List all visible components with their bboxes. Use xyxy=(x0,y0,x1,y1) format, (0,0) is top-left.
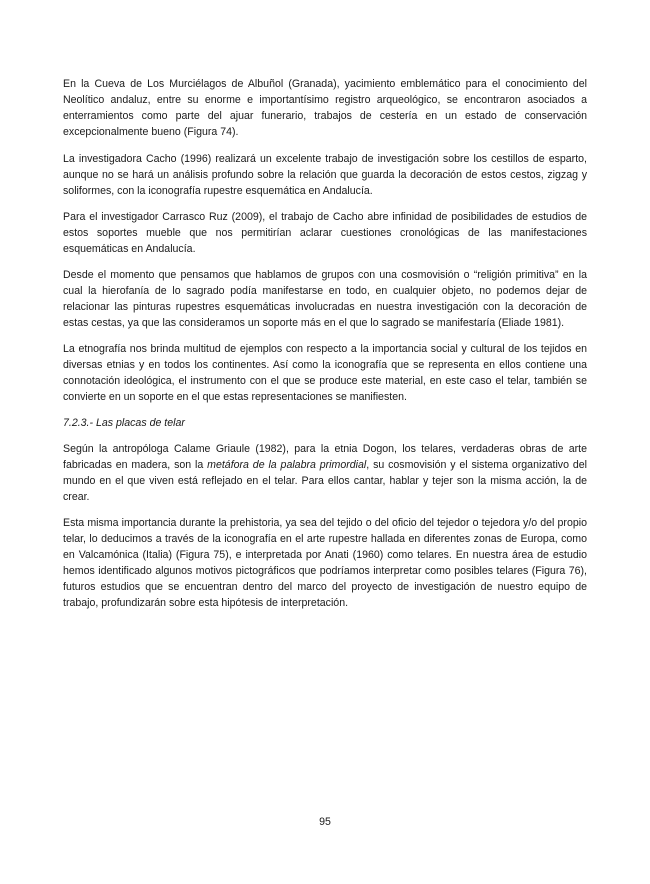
paragraph-murcielagos: En la Cueva de Los Murciélagos de Albuñol (Granada), yacimiento emblemático para el conocimiento del Neolítico andaluz, entre su enorme e importantísimo registro arqueológico, se encontraron asociados a enterramientos como parte del ajuar funerario, trabajos de cestería en un estado de conservación excepcionalmente bueno (Figura 74). xyxy=(63,78,587,138)
paragraph-hierofania: Desde el momento que pensamos que hablamos de grupos con una cosmovisión o “religión primitiva” en la cual la hierofanía de lo sagrado podía manifestarse en todo, en cualquier objeto, no podemos dejar de relacionar las pinturas rupestres esquemáticas involucradas en nuestra investigación con la decoración de estas cestas, ya que las consideramos un soporte más en el que lo sagrado se manifestaría (Eliade 1981). xyxy=(63,269,587,329)
paragraph-etnografia: La etnografía nos brinda multitud de ejemplos con respecto a la importancia social y cultural de los tejidos en diversas etnias y en todos los continentes. Así como la iconografía que se representa en ellos contiene una connotación ideológica, el instrumento con el que se produce este material, en este caso el telar, también se convierte en un soporte en el que estas representaciones se manifiesten. xyxy=(63,343,587,403)
paragraph-carrasco: Para el investigador Carrasco Ruz (2009), el trabajo de Cacho abre infinidad de posibilidades de estudios de estos soportes mueble que nos permitirían aclarar cuestiones cronológicas de las manifestaciones esquemáticas en Andalucía. xyxy=(63,211,587,255)
section-heading: 7.2.3.- Las placas de telar xyxy=(63,417,185,429)
griaule-text-after: , su cosmovisión y el sistema organizativo del mundo en el que viven está reflejado en el telar. Para ellos cantar, hablar y tejer son la misma acción, la de crear. xyxy=(63,459,587,503)
paragraph-cacho: La investigadora Cacho (1996) realizará un excelente trabajo de investigación sobre los cestillos de esparto, aunque no se hará un análisis profundo sobre la relación que guarda la decoración de estos cestos, zigzag y soliformes, con la iconografía rupestre esquemática en Andalucía. xyxy=(63,153,587,197)
page-number: 95 xyxy=(319,816,331,828)
paragraph-prehistoria: Esta misma importancia durante la prehistoria, ya sea del tejido o del oficio del tejedor o tejedora y/o del propio telar, lo deducimos a través de la iconografía en el arte rupestre hallada en diferentes zonas de Europa, como en Valcamónica (Italia) (Figura 75), e interpretada por Anati (1960) como telares. En nuestra área de estudio hemos identificado algunos motivos pictográficos que podríamos interpretar como posibles telares (Figura 76), futuros estudios que se encuentran dentro del marco del proyecto de investigación de nuestro equipo de trabajo, profundizarán sobre esta hipótesis de interpretación. xyxy=(63,517,587,609)
griaule-emphasis: metáfora de la palabra primordial xyxy=(207,459,367,471)
griaule-text-before: Según la antropóloga Calame Griaule (1982), para la etnia Dogon, los telares, verdaderas obras de arte fabricadas en madera, son la xyxy=(63,443,587,471)
page-body xyxy=(63,76,587,621)
paragraph-griaule xyxy=(63,441,587,505)
